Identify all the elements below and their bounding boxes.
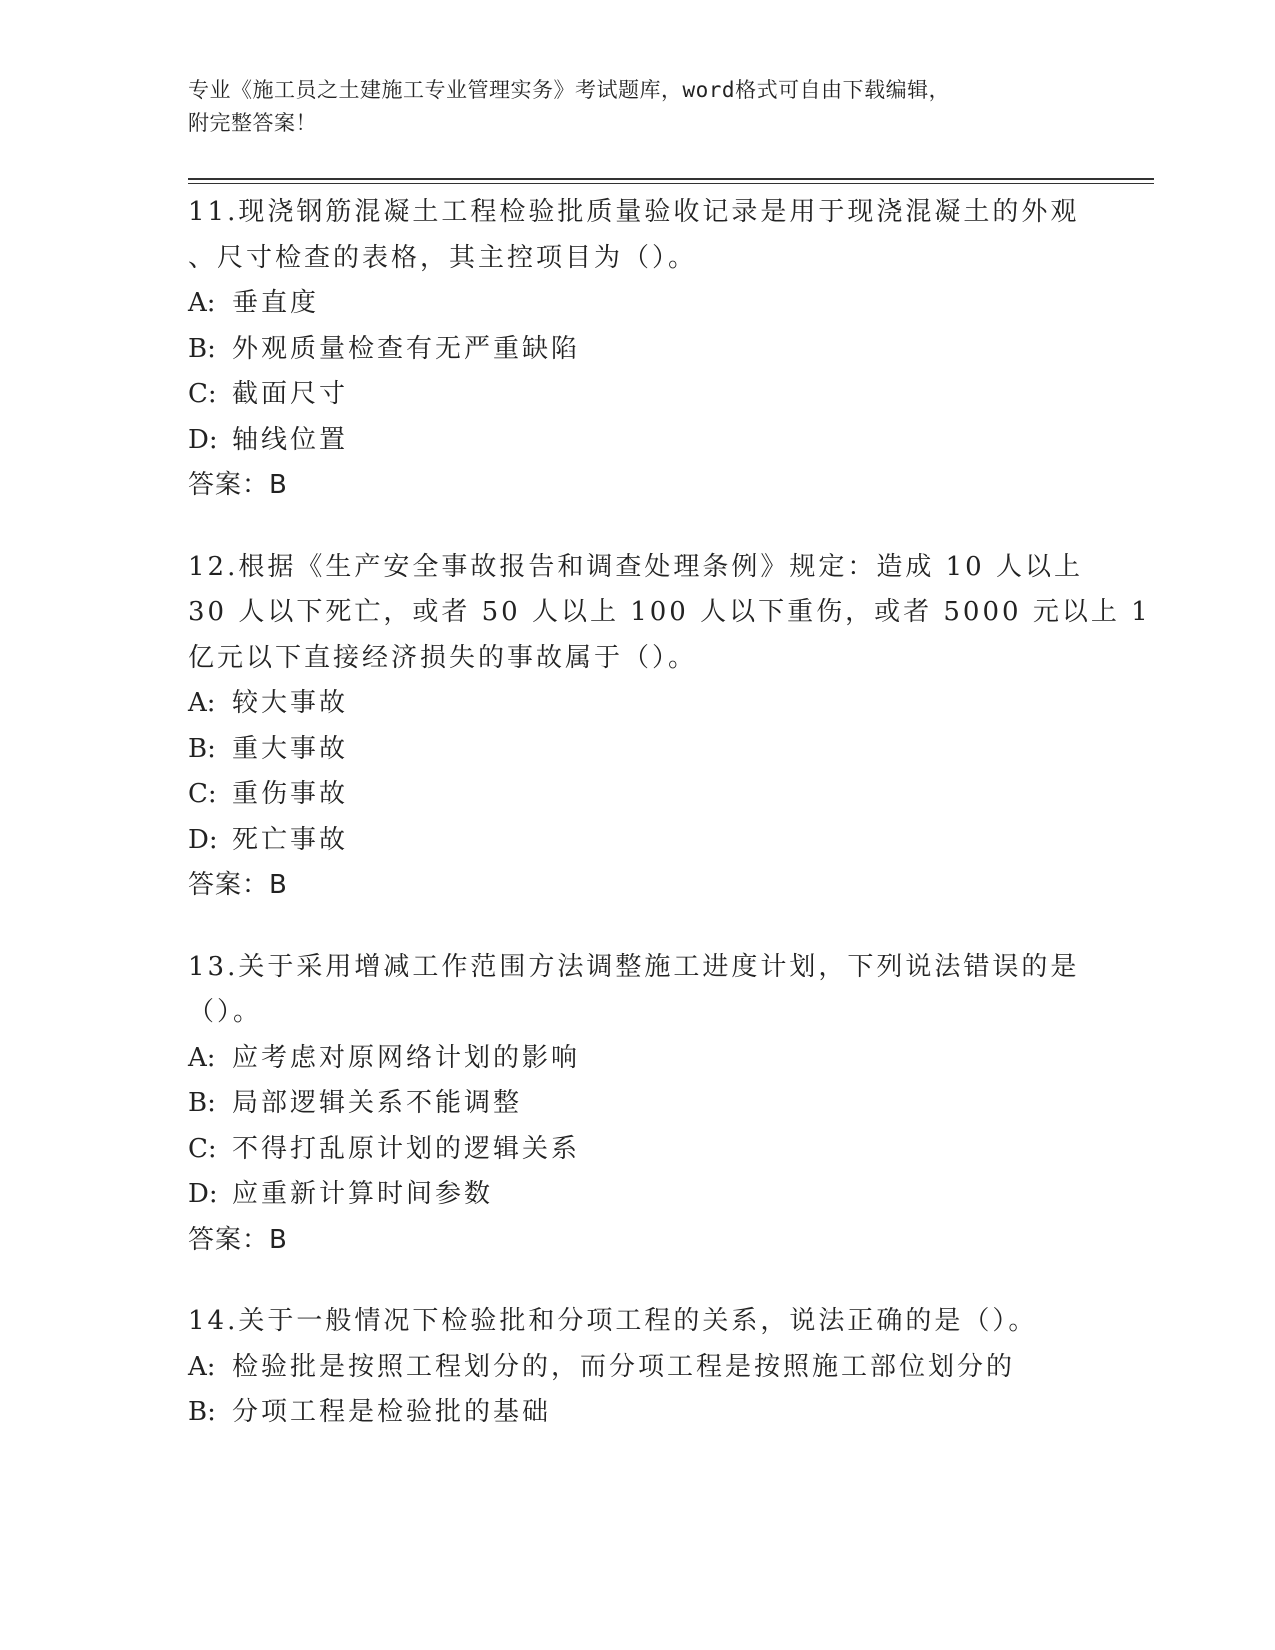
option-text: 截面尺寸 [232,379,349,409]
answer-line: 答案：B [188,470,288,500]
option-b [188,727,1088,773]
option-text: 死亡事故 [232,824,349,855]
answer-line: 答案：B [188,870,288,900]
question-12 [188,545,1151,909]
option-c [188,772,1088,818]
question-stem-line: （）。 [188,997,263,1027]
option-d [188,1172,1088,1218]
option-b [188,1390,1088,1436]
option-b [188,327,1088,373]
question-stem-line: 30 人以下死亡，或者 50 人以上 100 人以下重伤，或者 5000 元以上 1 [188,597,1151,627]
option-a [188,1345,1088,1391]
question-stem-line: 亿元以下直接经济损失的事故属于（）。 [188,642,698,673]
option-key: B: [188,1397,216,1427]
question-11 [188,190,1088,509]
option-key: A: [188,288,216,318]
option-text: 外观质量检查有无严重缺陷 [232,333,581,364]
option-a [188,281,1088,327]
option-text: 局部逻辑关系不能调整 [232,1088,523,1118]
option-text: 应重新计算时间参数 [232,1179,494,1209]
option-text: 垂直度 [232,288,320,318]
option-d [188,418,1088,464]
option-key: D: [188,424,218,455]
option-key: D: [188,824,218,855]
option-key: D: [188,1179,218,1209]
header-line-2: 附完整答案！ [188,111,317,135]
option-key: C: [188,379,217,409]
question-stem-line: 、尺寸检查的表格，其主控项目为（）。 [188,242,698,273]
option-text: 分项工程是检验批的基础 [232,1397,552,1427]
question-stem-line: 14.关于一般情况下检验批和分项工程的关系，说法正确的是（）。 [188,1306,1038,1336]
question-stem-line: 11.现浇钢筋混凝土工程检验批质量验收记录是用于现浇混凝土的外观 [188,197,1080,227]
option-text: 重大事故 [232,733,349,764]
question-13 [188,945,1088,1264]
option-a [188,1036,1088,1082]
option-key: C: [188,1133,217,1164]
option-key: A: [188,1042,216,1073]
header-divider-thin [188,183,1154,184]
option-text: 检验批是按照工程划分的，而分项工程是按照施工部位划分的 [232,1351,1016,1382]
option-text: 应考虑对原网络计划的影响 [232,1042,581,1073]
option-text: 重伤事故 [232,779,349,809]
option-b [188,1081,1088,1127]
option-key: B: [188,1088,216,1118]
answer-line: 答案：B [188,1224,288,1255]
option-key: A: [188,688,216,718]
option-key: A: [188,1351,216,1382]
option-text: 不得打乱原计划的逻辑关系 [232,1133,581,1164]
option-key: C: [188,779,217,809]
question-stem-line: 13.关于采用增减工作范围方法调整施工进度计划，下列说法错误的是 [188,951,1080,982]
option-key: B: [188,733,216,764]
header-divider-thick [188,178,1154,180]
question-stem-line: 12.根据《生产安全事故报告和调查处理条例》规定：造成 10 人以上 [188,551,1083,582]
option-text: 较大事故 [232,688,349,718]
option-a [188,681,1088,727]
option-key: B: [188,333,216,364]
option-c [188,372,1088,418]
option-text: 轴线位置 [232,424,349,455]
question-list [188,190,1151,1472]
option-d [188,818,1088,864]
document-header [188,74,1068,140]
option-c [188,1127,1088,1173]
header-line-1: 专业《施工员之土建施工专业管理实务》考试题库，word格式可自由下载编辑， [188,78,951,102]
question-14 [188,1299,1088,1436]
